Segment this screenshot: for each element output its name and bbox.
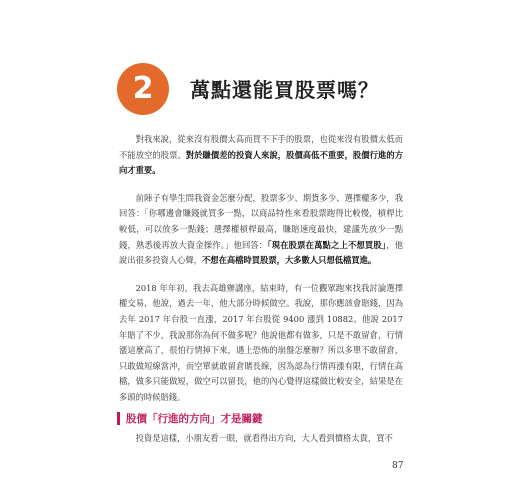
section-heading (117, 410, 263, 426)
body-text (119, 132, 403, 418)
p2-seg-3: ，他說出很多投資人心聲， (119, 239, 403, 266)
section-title: 股價「行進的方向」才是關鍵 (126, 412, 263, 425)
p2-seg-1: 前陣子有學生問我資金怎麼分配，股票多少、期貨多少、選擇權多少，我回答：「你哪邊會賺錢就買多一點，以商品特性來看股票跑得比較慢，槓桿比較低，可以放多一點錢；選擇權槓桿最高，賺賠速度最快，建議先放少一點錢，熟悉後再放大資金操作。」他回答： (119, 192, 403, 250)
p1-seg-2: 對於賺價差的投資人來說，股價高低不重要，股價行進的方向才重要。 (119, 149, 403, 176)
paragraph-2 (119, 191, 403, 269)
chapter-badge: 2 (117, 63, 169, 115)
p3-seg-1: 2018 年年初，我去高雄辦講座，結束時，有一位觀眾跑來找我討論選擇權交易，他說，過去一年，他大部分時候做空。我說，那你應該會賠錢，因為去年 2017 年台股一直漲，2017 年台股從 9400 漲到 10882。他說 2017 年賠了不少，我說那你為何不做多呢？他說他都有做多，只是不敢留倉，行情漲這麼高了，很怕行情掉下來，遇上恐怖的崩盤怎麼辦？所以多單不敢留倉，只敢做短線當沖，而空單就敢留倉賭長線，因為認為行情再漲有限，行情在高檔，做多只能做短，做空可以留長，他的內心覺得這樣做比較安全，結果是在多頭的時候賠錢。 (119, 282, 403, 402)
paragraph-3 (119, 281, 403, 406)
last-paragraph: 投資是這樣，小朋友看一眼，就看得出方向，大人看到價格太貴，買不 (135, 433, 393, 443)
chapter-title: 萬點還能買股票嗎？ (190, 78, 379, 102)
p1-seg-1: 對我來說，從來沒有股價太高而買不下手的股票，也從來沒有股價太低而不能放空的股票。 (119, 134, 403, 160)
page-number: 87 (392, 461, 404, 471)
p2-seg-2: 「現在股票在萬點之上不想買股」 (267, 239, 387, 250)
p2-seg-4: 不想在高檔時買股票，大多數人只想低檔買進。 (201, 255, 377, 266)
paragraph-1 (119, 132, 403, 179)
section-accent-bar (117, 412, 120, 425)
